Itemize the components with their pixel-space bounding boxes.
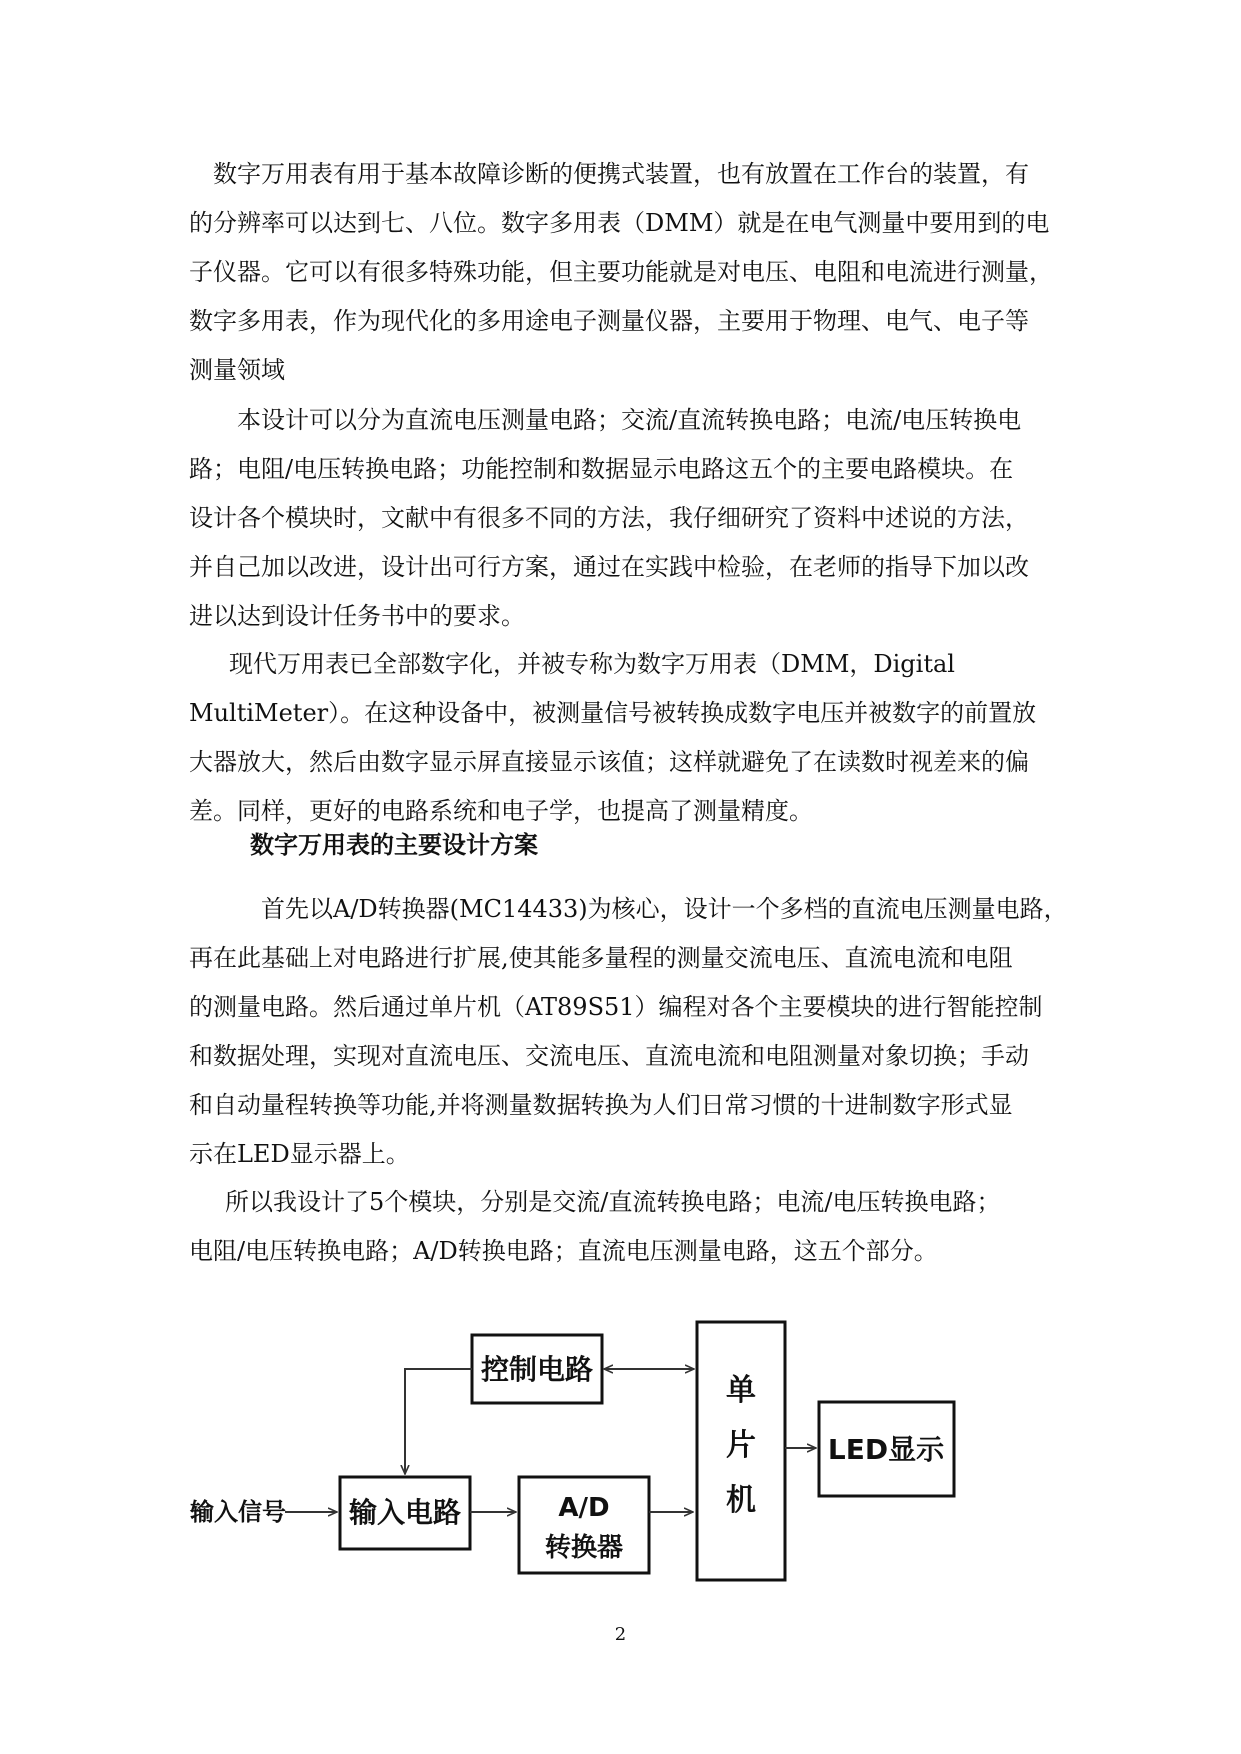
text-line: 路；电阻/电压转换电路；功能控制和数据显示电路这五个的主要电路模块。在 (189, 455, 1014, 483)
page-number: 2 (614, 1624, 627, 1645)
design-paragraph (189, 396, 1069, 641)
text-line: 和自动量程转换等功能,并将测量数据转换为人们日常习惯的十进制数字形式显 (189, 1091, 1013, 1119)
text-line: 设计各个模块时，文献中有很多不同的方法，我仔细研究了资料中述说的方法， (189, 504, 1029, 532)
section-heading: 数字万用表的主要设计方案 (250, 831, 538, 859)
text-line: 首先以A/D转换器(MC14433)为核心，设计一个多档的直流电压测量电路， (261, 895, 1068, 923)
text-line: 大器放大，然后由数字显示屏直接显示该值；这样就避免了在读数时视差来的偏 (189, 748, 1029, 776)
text-line: 本设计可以分为直流电压测量电路；交流/直流转换电路；电流/电压转换电 (237, 406, 1022, 434)
text-line: 现代万用表已全部数字化，并被专称为数字万用表（DMM，Digital (229, 650, 955, 678)
text-line: 的测量电路。然后通过单片机（AT89S51）编程对各个主要模块的进行智能控制 (189, 993, 1043, 1021)
intro-paragraph (189, 150, 1069, 395)
mcu-label-char: 单 (726, 1373, 756, 1408)
text-line: 并自己加以改进，设计出可行方案，通过在实践中检验，在老师的指导下加以改 (189, 553, 1029, 581)
text-line: 电阻/电压转换电路；A/D转换电路；直流电压测量电路，这五个部分。 (189, 1237, 938, 1265)
input-circuit-label: 输入电路 (348, 1496, 462, 1529)
text-line: 和数据处理，实现对直流电压、交流电压、直流电流和电阻测量对象切换；手动 (189, 1042, 1029, 1070)
scheme-paragraph (189, 885, 1069, 1179)
text-line: 数字万用表有用于基本故障诊断的便携式装置，也有放置在工作台的装置，有 (213, 160, 1029, 188)
text-line: 示在LED显示器上。 (189, 1140, 410, 1168)
text-line: 再在此基础上对电路进行扩展,使其能多量程的测量交流电压、直流电流和电阻 (189, 944, 1013, 972)
control-circuit-label: 控制电路 (480, 1353, 594, 1386)
text-line: 测量领域 (189, 356, 285, 384)
text-line: 差。同样，更好的电路系统和电子学，也提高了测量精度。 (189, 797, 813, 825)
modules-paragraph (189, 1178, 1069, 1276)
text-line: 子仪器。它可以有很多特殊功能，但主要功能就是对电压、电阻和电流进行测量， (189, 258, 1053, 286)
input-signal-label: 输入信号 (190, 1498, 286, 1526)
mcu-label-char: 片 (726, 1428, 756, 1463)
block-diagram (0, 1290, 1241, 1610)
adc-label-line2: 转换器 (544, 1533, 624, 1563)
modern-paragraph (189, 640, 1069, 836)
text-line: 所以我设计了5个模块，分别是交流/直流转换电路；电流/电压转换电路； (225, 1188, 1001, 1216)
text-line: 进以达到设计任务书中的要求。 (189, 602, 525, 630)
text-line: 的分辨率可以达到七、八位。数字多用表（DMM）就是在电气测量中要用到的电 (189, 209, 1050, 237)
mcu-label-char: 机 (726, 1483, 756, 1518)
adc-label-line1: A/D (558, 1493, 610, 1523)
led-display-label: LED显示 (827, 1433, 945, 1466)
text-line: MultiMeter）。在这种设备中，被测量信号被转换成数字电压并被数字的前置放 (189, 699, 1037, 727)
text-line: 数字多用表，作为现代化的多用途电子测量仪器，主要用于物理、电气、电子等 (189, 307, 1029, 335)
control-to-input-arrow (405, 1369, 472, 1474)
